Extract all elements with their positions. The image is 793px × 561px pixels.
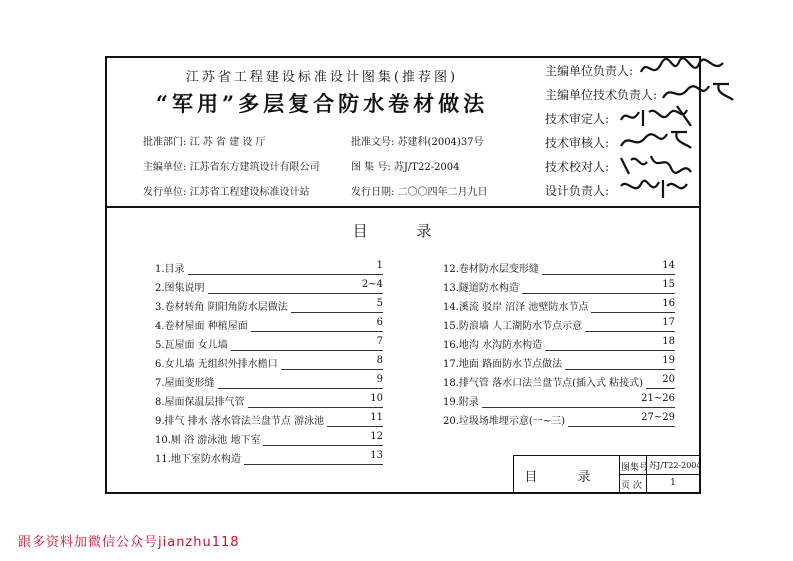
toc-entry-page: 19	[659, 355, 675, 366]
toc-entry[interactable]	[443, 296, 675, 315]
document-title: “军用”多层复合防水卷材做法	[155, 91, 489, 116]
toc-entry[interactable]	[155, 448, 383, 467]
toc-entry[interactable]	[443, 391, 675, 410]
issue-date	[351, 183, 488, 198]
series-title: 江苏省工程建设标准设计图集(推荐图)	[185, 70, 459, 85]
issue-date-value: 二〇〇四年二月九日	[397, 187, 488, 198]
toc-entry[interactable]	[443, 334, 675, 353]
toc-entry[interactable]	[443, 410, 675, 429]
toc-entry-page: 17	[659, 317, 675, 328]
publisher-value: 江苏省工程建设标准设计站	[189, 187, 310, 198]
signature-label: 技术校对人:	[545, 160, 610, 174]
toc-entry-title: 9.排气 排水 落水管法兰盘节点 游泳池	[155, 412, 327, 427]
toc-entry[interactable]	[443, 258, 675, 277]
atlas-no-label: 图 集 号:	[351, 162, 391, 173]
approval-no	[351, 133, 484, 148]
toc-entry-title: 3.卷材转角 阴阳角防水层做法	[155, 298, 291, 313]
editor-unit-value: 江苏省东方建筑设计有限公司	[189, 162, 320, 173]
publisher-label: 发行单位:	[143, 187, 187, 198]
toc-entry[interactable]	[155, 258, 383, 277]
toc-entry-page: 20	[659, 374, 675, 385]
toc-entry-page: 5	[374, 298, 383, 309]
toc-entry-page: 1	[374, 260, 383, 271]
toc-entry-title: 5.瓦屋面 女儿墙	[155, 336, 231, 351]
toc-entry-title: 13.隧道防水构造	[443, 279, 522, 294]
toc-entry[interactable]	[155, 315, 383, 334]
toc-entry-title: 16.地沟 水沟防水构造	[443, 336, 545, 351]
toc-entry[interactable]	[155, 372, 383, 391]
toc-entry[interactable]	[443, 315, 675, 334]
atlas-no	[351, 158, 460, 173]
toc-entry-title: 12.卷材防水层变形缝	[443, 260, 542, 275]
title-block	[513, 455, 702, 492]
issue-date-label: 发行日期:	[351, 187, 395, 198]
toc-entry-title: 14.溪流 驳岸 沼泽 池壁防水节点	[443, 298, 591, 313]
toc-entry-page: 9	[374, 374, 383, 385]
toc-entry-page: 8	[374, 355, 383, 366]
toc-entry-page: 18	[659, 336, 675, 347]
signature-panel	[545, 58, 745, 202]
toc-entry-title: 15.防浪墙 人工湖防水节点示意	[443, 317, 585, 332]
toc-entry-title: 11.地下室防水构造	[155, 450, 244, 465]
approval-dept-label: 批准部门:	[143, 137, 187, 148]
title-block-atlas-label: 图集号	[621, 463, 649, 473]
toc-entry[interactable]	[155, 334, 383, 353]
toc-entry-page: 14	[659, 260, 675, 271]
signature-label: 技术审核人:	[545, 136, 610, 150]
editor-unit-label: 主编单位:	[143, 162, 187, 173]
publisher	[143, 183, 310, 198]
approval-no-label: 批准文号:	[351, 137, 395, 148]
toc-entry-title: 7.屋面变形缝	[155, 374, 218, 389]
toc-entry[interactable]	[155, 410, 383, 429]
signature-row	[545, 178, 745, 202]
editor-unit	[143, 158, 320, 173]
toc-entry[interactable]	[155, 296, 383, 315]
toc-heading: 目 录	[352, 222, 454, 240]
toc-entry-page: 6	[374, 317, 383, 328]
toc-entry[interactable]	[443, 353, 675, 372]
title-block-page-label: 页 次	[621, 481, 642, 491]
toc-entry-title: 19.附录	[443, 393, 482, 408]
title-block-name: 目 录	[524, 470, 609, 485]
toc-entry[interactable]	[155, 429, 383, 448]
approval-dept-value: 江 苏 省 建 设 厅	[189, 137, 266, 148]
toc-entry-page: 2~4	[359, 279, 383, 290]
title-block-atlas-value: 苏J/T22-2004	[649, 461, 702, 470]
toc-entry[interactable]	[155, 391, 383, 410]
toc-entry-title: 18.排气管 落水口法兰盘节点(插入式 粘接式)	[443, 374, 646, 389]
handwritten-signature-icon	[617, 174, 697, 202]
title-block-page-value: 1	[670, 478, 676, 488]
toc-entry-page: 11	[367, 412, 383, 423]
toc-entry[interactable]	[443, 372, 675, 391]
toc-entry-title: 10.厕 浴 游泳池 地下室	[155, 431, 263, 446]
toc-entry-title: 17.地面 路面防水节点做法	[443, 355, 565, 370]
toc-entry-title: 6.女儿墙 无组织外排水檐口	[155, 355, 281, 370]
toc-entry-title: 8.屋面保温层排气管	[155, 393, 248, 408]
toc-entry[interactable]	[155, 353, 383, 372]
toc-entry-page: 21~26	[638, 393, 675, 404]
toc-entry-title: 2.图集说明	[155, 279, 208, 294]
toc-left-column	[155, 258, 383, 467]
toc-entry-page: 10	[367, 393, 383, 404]
toc-entry-page: 13	[367, 450, 383, 461]
signature-label: 设计负责人:	[545, 184, 610, 198]
signature-label: 主编单位负责人:	[545, 64, 634, 78]
approval-no-value: 苏建科(2004)37号	[397, 137, 484, 148]
atlas-no-value: 苏J/T22-2004	[393, 162, 460, 173]
toc-entry-title: 4.卷材屋面 种植屋面	[155, 317, 251, 332]
approval-dept	[143, 133, 265, 148]
toc-entry-page: 27~29	[638, 412, 675, 423]
toc-entry-title: 20.垃圾场堆埋示意(一~三)	[443, 412, 568, 427]
toc-entry-page: 15	[659, 279, 675, 290]
toc-entry[interactable]	[155, 277, 383, 296]
signature-label: 主编单位技术负责人:	[545, 88, 658, 102]
toc-entry-page: 16	[659, 298, 675, 309]
watermark-text: 跟多资料加微信公众号jianzhu118	[18, 535, 240, 550]
toc-entry-page: 12	[367, 431, 383, 442]
toc-entry[interactable]	[443, 277, 675, 296]
toc-entry-title: 1.目录	[155, 260, 188, 275]
toc-right-column	[443, 258, 675, 429]
toc-entry-page: 7	[374, 336, 383, 347]
signature-label: 技术审定人:	[545, 112, 610, 126]
